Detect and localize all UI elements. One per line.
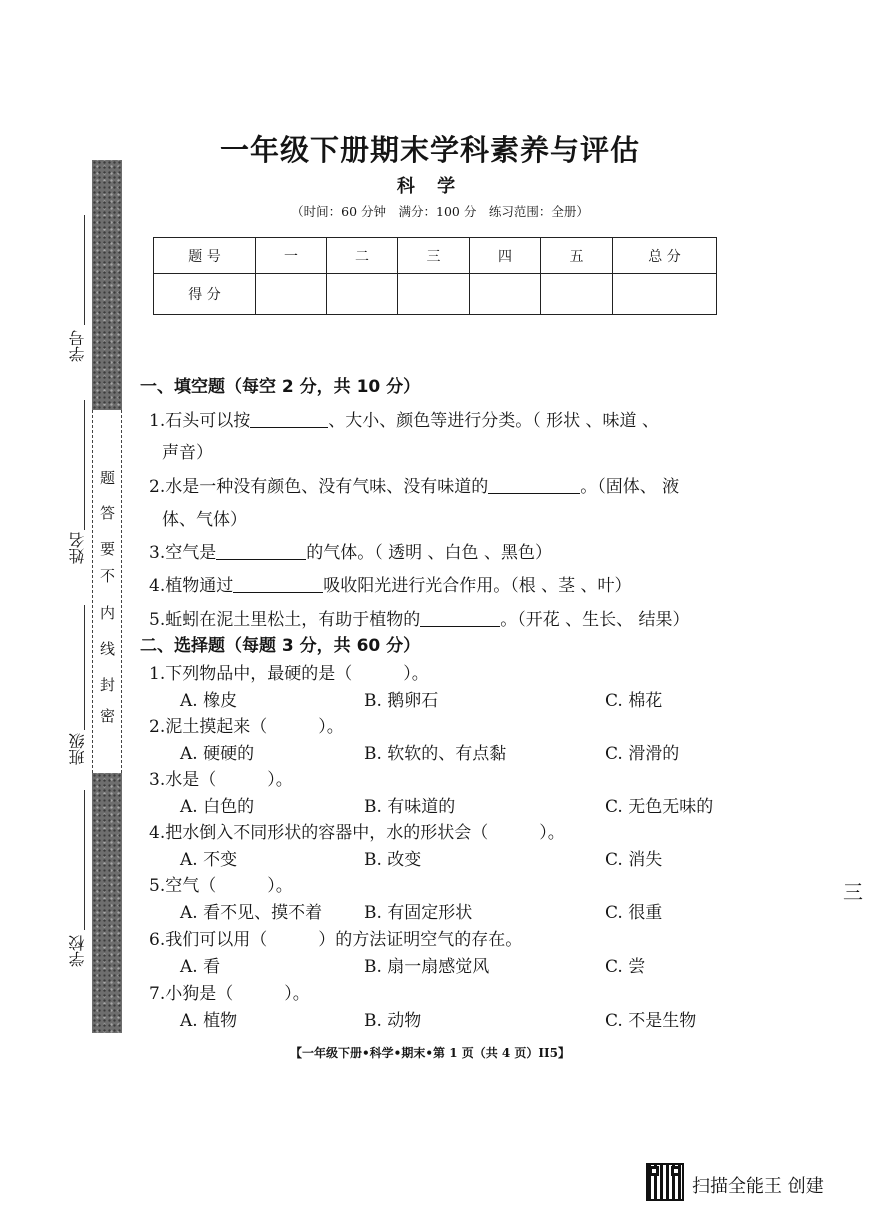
question-3 xyxy=(149,538,552,563)
score-table xyxy=(153,237,717,315)
next-page-mark: 三 xyxy=(843,880,863,904)
blank-line[interactable] xyxy=(216,542,306,560)
page-title: 一年级下册期末学科素养与评估 xyxy=(219,133,640,167)
class-line[interactable] xyxy=(84,605,85,730)
option-b[interactable]: B. 鹅卵石 xyxy=(364,691,439,711)
table-header-cell: 四 xyxy=(470,238,541,274)
score-cell[interactable] xyxy=(398,274,470,315)
option-a[interactable]: A. 橡皮 xyxy=(180,691,238,711)
question-text: 3.空气是 xyxy=(149,543,217,563)
question-5 xyxy=(149,605,690,630)
blank-line[interactable] xyxy=(250,410,328,428)
question-1-continued: 声音） xyxy=(162,443,213,463)
question-text: 吸收阳光进行光合作用。（根 、茎 、叶） xyxy=(323,576,632,596)
page-footer: 【一年级下册•科学•期末•第 1 页（共 4 页）II5】 xyxy=(290,1046,570,1060)
mc-question-stem: 3.水是（ ）。 xyxy=(149,770,293,790)
option-a[interactable]: A. 看 xyxy=(180,957,221,977)
option-a[interactable]: A. 不变 xyxy=(180,850,238,870)
option-b[interactable]: B. 有味道的 xyxy=(364,797,456,817)
mc-question-stem: 1.下列物品中，最硬的是（ ）。 xyxy=(149,664,429,684)
name-label: 姓名 xyxy=(68,532,87,564)
student-id-label: 学号 xyxy=(68,330,87,362)
question-4 xyxy=(149,571,632,596)
question-2 xyxy=(149,472,679,497)
option-a[interactable]: A. 植物 xyxy=(180,1011,238,1031)
seal-char: 不 xyxy=(98,568,116,583)
section2-heading: 二、选择题（每题 3 分，共 60 分） xyxy=(140,636,421,656)
qr-code-icon xyxy=(646,1163,684,1201)
score-table-header-row xyxy=(154,238,717,274)
option-b[interactable]: B. 软软的、有点黏 xyxy=(364,744,507,764)
question-text: 5.蚯蚓在泥土里松土，有助于植物的 xyxy=(149,610,421,630)
seal-char: 题 xyxy=(98,470,116,485)
option-b[interactable]: B. 扇一扇感觉风 xyxy=(364,957,490,977)
question-text: 2.水是一种没有颜色、没有气味、没有味道的 xyxy=(149,477,489,497)
score-cell[interactable] xyxy=(541,274,613,315)
seal-char: 封 xyxy=(98,677,116,692)
student-id-line[interactable] xyxy=(84,215,85,325)
table-header-cell: 总 分 xyxy=(613,238,717,274)
option-b[interactable]: B. 动物 xyxy=(364,1011,422,1031)
score-cell[interactable] xyxy=(470,274,541,315)
question-2-continued: 体、气体） xyxy=(162,510,247,530)
scanner-watermark: 扫描全能王 创建 xyxy=(692,1176,824,1197)
table-header-cell: 一 xyxy=(256,238,327,274)
option-c[interactable]: C. 无色无味的 xyxy=(605,797,714,817)
name-line[interactable] xyxy=(84,400,85,530)
question-text: 。（固体、 液 xyxy=(580,477,680,497)
mc-question-stem: 5.空气（ ）。 xyxy=(149,876,293,896)
blank-line[interactable] xyxy=(420,609,500,627)
question-text: 的气体。（ 透明 、白色 、黑色） xyxy=(306,543,552,563)
option-c[interactable]: C. 很重 xyxy=(605,903,663,923)
subject-title: 科 学 xyxy=(396,176,464,197)
blank-line[interactable] xyxy=(233,575,323,593)
class-label: 班级 xyxy=(68,733,87,765)
blank-line[interactable] xyxy=(488,476,580,494)
score-row-label: 得 分 xyxy=(154,274,256,315)
option-c[interactable]: C. 不是生物 xyxy=(605,1011,697,1031)
question-text: 4.植物通过 xyxy=(149,576,234,596)
score-cell[interactable] xyxy=(327,274,398,315)
option-b[interactable]: B. 有固定形状 xyxy=(364,903,473,923)
table-header-cell: 五 xyxy=(541,238,613,274)
option-c[interactable]: C. 消失 xyxy=(605,850,663,870)
seal-char: 内 xyxy=(98,605,116,620)
school-label: 学校 xyxy=(68,935,87,967)
table-header-cell: 二 xyxy=(327,238,398,274)
question-text: 。（开花 、生长、 结果） xyxy=(500,610,690,630)
option-a[interactable]: A. 看不见、摸不着 xyxy=(180,903,323,923)
option-a[interactable]: A. 硬硬的 xyxy=(180,744,255,764)
seal-char: 线 xyxy=(98,641,116,656)
table-header-cell: 题 号 xyxy=(154,238,256,274)
table-header-cell: 三 xyxy=(398,238,470,274)
option-b[interactable]: B. 改变 xyxy=(364,850,422,870)
question-1 xyxy=(149,406,659,431)
exam-meta: （时间：60 分钟 满分：100 分 练习范围：全册） xyxy=(291,204,589,219)
mc-question-stem: 7.小狗是（ ）。 xyxy=(149,984,310,1004)
option-c[interactable]: C. 棉花 xyxy=(605,691,663,711)
binding-strip-bottom xyxy=(92,773,122,1033)
question-text: 1.石头可以按 xyxy=(149,411,251,431)
mc-question-stem: 2.泥土摸起来（ ）。 xyxy=(149,717,344,737)
section1-heading: 一、填空题（每空 2 分，共 10 分） xyxy=(140,377,421,397)
option-a[interactable]: A. 白色的 xyxy=(180,797,255,817)
score-table-score-row xyxy=(154,274,717,315)
mc-question-stem: 6.我们可以用（ ）的方法证明空气的存在。 xyxy=(149,930,523,950)
seal-char: 要 xyxy=(98,541,116,556)
seal-char: 密 xyxy=(98,708,116,723)
question-text: 、大小、颜色等进行分类。（ 形状 、味道 、 xyxy=(328,411,659,431)
seal-char: 答 xyxy=(98,505,116,520)
school-line[interactable] xyxy=(84,790,85,930)
option-c[interactable]: C. 滑滑的 xyxy=(605,744,680,764)
mc-question-stem: 4.把水倒入不同形状的容器中，水的形状会（ ）。 xyxy=(149,823,565,843)
score-cell[interactable] xyxy=(256,274,327,315)
score-cell[interactable] xyxy=(613,274,717,315)
option-c[interactable]: C. 尝 xyxy=(605,957,646,977)
